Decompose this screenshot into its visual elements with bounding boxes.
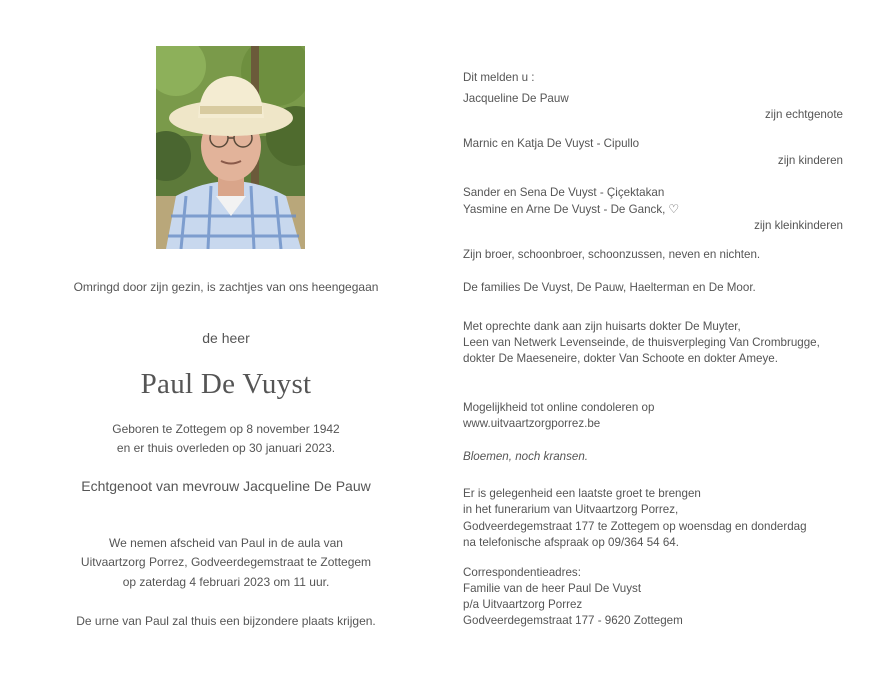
urn-line: De urne van Paul zal thuis een bijzondere plaats krijgen. — [76, 614, 376, 628]
families-line: De families De Vuyst, De Pauw, Haelterman en De Moor. — [463, 281, 756, 294]
wife-name: Jacqueline De Pauw — [463, 92, 569, 105]
announce-line: Dit melden u : — [463, 71, 535, 84]
heart-icon: ♡ — [668, 202, 680, 216]
thanks-line-2: Leen van Netwerk Levenseinde, de thuisverpleging Van Crombrugge, — [463, 336, 820, 349]
spouse-line: Echtgenoot van mevrouw Jacqueline De Pauw — [81, 478, 371, 494]
farewell-line-1: We nemen afscheid van Paul in de aula van — [109, 536, 343, 550]
address-line-3: Godveerdegemstraat 177 - 9620 Zottegem — [463, 614, 683, 627]
grandchildren-role: zijn kleinkinderen — [754, 219, 843, 232]
address-line-2: p/a Uitvaartzorg Porrez — [463, 598, 583, 611]
birth-line: Geboren te Zottegem op 8 november 1942 — [112, 422, 340, 436]
condolence-link[interactable]: www.uitvaartzorgporrez.be — [463, 417, 601, 430]
children-role: zijn kinderen — [777, 154, 843, 167]
greet-line-3: Godveerdegemstraat 177 te Zottegem op woensdag en donderdag — [463, 520, 807, 533]
flowers-line: Bloemen, noch kransen. — [463, 450, 589, 463]
honorific: de heer — [202, 330, 250, 346]
condolence-line-1: Mogelijkheid tot online condoleren op — [463, 401, 655, 414]
grandchildren-line-2 — [463, 202, 679, 216]
address-line-1: Familie van de heer Paul De Vuyst — [463, 582, 642, 595]
greet-line-2: in het funerarium van Uitvaartzorg Porrez, — [463, 503, 679, 516]
thanks-line-1: Met oprechte dank aan zijn huisarts dokter De Muyter, — [463, 320, 741, 333]
wife-role: zijn echtgenote — [765, 108, 843, 121]
farewell-line-2: Uitvaartzorg Porrez, Godveerdegemstraat te Zottegem — [80, 555, 372, 569]
grandchildren-names-2: Yasmine en Arne De Vuyst - De Ganck, — [463, 203, 666, 216]
portrait-photo — [156, 46, 305, 249]
death-line: en er thuis overleden op 30 januari 2023. — [116, 441, 336, 455]
greet-line-4: na telefonische afspraak op 09/364 54 64. — [463, 536, 679, 549]
deceased-name: Paul De Vuyst — [140, 368, 312, 400]
greet-line-1: Er is gelegenheid een laatste groet te brengen — [463, 487, 701, 500]
children-names: Marnic en Katja De Vuyst - Cipullo — [463, 137, 640, 150]
thanks-line-3: dokter De Maeseneire, dokter Van Schoote en dokter Ameye. — [463, 352, 778, 365]
siblings-line: Zijn broer, schoonbroer, schoonzussen, neven en nichten. — [463, 248, 761, 261]
grandchildren-line-1: Sander en Sena De Vuyst - Çiçektakan — [463, 186, 665, 199]
farewell-line-3: op zaterdag 4 februari 2023 om 11 uur. — [122, 575, 330, 589]
intro-text: Omringd door zijn gezin, is zachtjes van ons heengegaan — [73, 280, 379, 294]
address-title: Correspondentieadres: — [463, 566, 581, 579]
